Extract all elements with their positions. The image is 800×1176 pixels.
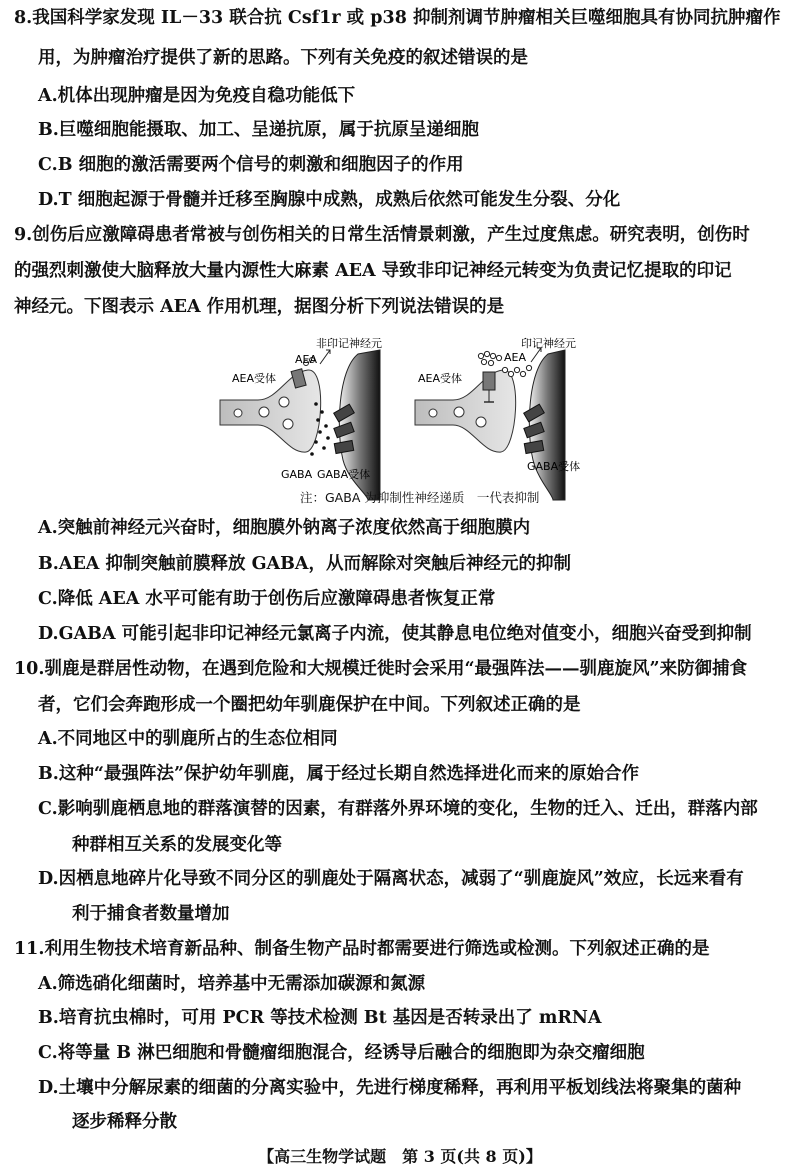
q8-option-a: A.机体出现肿瘤是因为免疫自稳功能低下 — [38, 86, 356, 106]
right-neuron-label: 印记神经元 — [521, 337, 576, 350]
left-aea-arrow — [320, 350, 330, 364]
aea-mechanism-figure — [218, 330, 598, 510]
left-vesicle-1 — [234, 409, 242, 417]
q9-option-c: C.降低 AEA 水平可能有助于创伤后应激障碍患者恢复正常 — [38, 589, 496, 609]
q10-option-d-line-2: 利于捕食者数量增加 — [72, 904, 230, 924]
left-neuron-label: 非印记神经元 — [316, 337, 382, 350]
q10-option-b: B.这种“最强阵法”保护幼年驯鹿，属于经过长期自然选择进化而来的原始合作 — [38, 764, 640, 784]
right-gaba-receptor-label: GABA受体 — [527, 460, 581, 473]
right-aea-label: AEA — [504, 351, 526, 364]
q9-option-b: B.AEA 抑制突触前膜释放 GABA，从而解除对突触后神经元的抑制 — [38, 554, 571, 574]
q9-stem-line-3: 神经元。下图表示 AEA 作用机理，据图分析下列说法错误的是 — [14, 297, 505, 317]
q8-stem-line-2: 用，为肿瘤治疗提供了新的思路。下列有关免疫的叙述错误的是 — [38, 48, 528, 68]
page-footer: 【高三生物学试题 第 3 页(共 8 页)】 — [258, 1147, 542, 1166]
q8-option-c: C.B 细胞的激活需要两个信号的刺激和细胞因子的作用 — [38, 155, 464, 175]
left-gaba-receptor-label: GABA受体 — [317, 468, 371, 481]
right-vesicle-3 — [476, 417, 486, 427]
q9-option-d: D.GABA 可能引起非印记神经元氯离子内流，使其静息电位绝对值变小，细胞兴奋受到抑制 — [38, 624, 752, 644]
right-aea-arrow — [531, 348, 541, 362]
left-vesicle-4 — [283, 419, 293, 429]
q9-stem-line-1: 9.创伤后应激障碍患者常被与创伤相关的日常生活情景刺激，产生过度焦虑。研究表明，创伤时 — [14, 225, 750, 245]
q11-option-d-line-1: D.土壤中分解尿素的细菌的分离实验中，先进行梯度稀释，再利用平板划线法将聚集的菌种 — [38, 1078, 742, 1098]
left-aea-receptor-label: AEA受体 — [232, 372, 276, 385]
q9-option-a: A.突触前神经元兴奋时，细胞膜外钠离子浓度依然高于细胞膜内 — [38, 518, 531, 538]
q9-stem-line-2: 的强烈刺激使大脑释放大量内源性大麻素 AEA 导致非印记神经元转变为负责记忆提取的印记 — [14, 261, 732, 281]
right-panel — [415, 336, 580, 500]
figure-note: 注：GABA 为抑制性神经递质 一代表抑制 — [300, 490, 540, 505]
q11-option-a: A.筛选硝化细菌时，培养基中无需添加碳源和氮源 — [38, 974, 426, 994]
q10-stem-line-2: 者，它们会奔跑形成一个圈把幼年驯鹿保护在中间。下列叙述正确的是 — [38, 695, 581, 715]
left-vesicle-3 — [279, 397, 289, 407]
q8-stem-line-1: 8.我国科学家发现 IL－33 联合抗 Csf1r 或 p38 抑制剂调节肿瘤相关巨噬细胞具有协同抗肿瘤作 — [14, 8, 781, 28]
q11-option-d-line-2: 逐步稀释分散 — [72, 1112, 177, 1132]
q11-option-c: C.将等量 B 淋巴细胞和骨髓瘤细胞混合，经诱导后融合的细胞即为杂交瘤细胞 — [38, 1043, 645, 1063]
left-vesicle-2 — [259, 407, 269, 417]
q8-option-b: B.巨噬细胞能摄取、加工、呈递抗原，属于抗原呈递细胞 — [38, 120, 479, 140]
left-panel — [220, 336, 382, 500]
q10-stem-line-1: 10.驯鹿是群居性动物，在遇到危险和大规模迁徙时会采用“最强阵法——驯鹿旋风”来防御捕食 — [14, 659, 748, 679]
left-aea-label: AEA — [295, 353, 317, 366]
q10-option-c-line-1: C.影响驯鹿栖息地的群落演替的因素，有群落外界环境的变化，生物的迁入、迁出，群落内部 — [38, 799, 758, 819]
right-aea-receptor-box — [483, 372, 495, 390]
q11-stem-line-1: 11.利用生物技术培育新品种、制备生物产品时都需要进行筛选或检测。下列叙述正确的是 — [14, 939, 710, 959]
q11-option-b: B.培育抗虫棉时，可用 PCR 等技术检测 Bt 基因是否转录出了 mRNA — [38, 1008, 602, 1028]
q8-option-d: D.T 细胞起源于骨髓并迁移至胸腺中成熟，成熟后依然可能发生分裂、分化 — [38, 190, 621, 210]
q10-option-c-line-2: 种群相互关系的发展变化等 — [72, 835, 282, 855]
right-aea-receptor-label: AEA受体 — [418, 372, 462, 385]
q10-option-a: A.不同地区中的驯鹿所占的生态位相同 — [38, 729, 338, 749]
q10-option-d-line-1: D.因栖息地碎片化导致不同分区的驯鹿处于隔离状态，减弱了“驯鹿旋风”效应，长远来看有 — [38, 869, 744, 889]
left-gaba-label: GABA — [281, 468, 313, 481]
right-vesicle-1 — [429, 409, 437, 417]
right-vesicle-2 — [454, 407, 464, 417]
